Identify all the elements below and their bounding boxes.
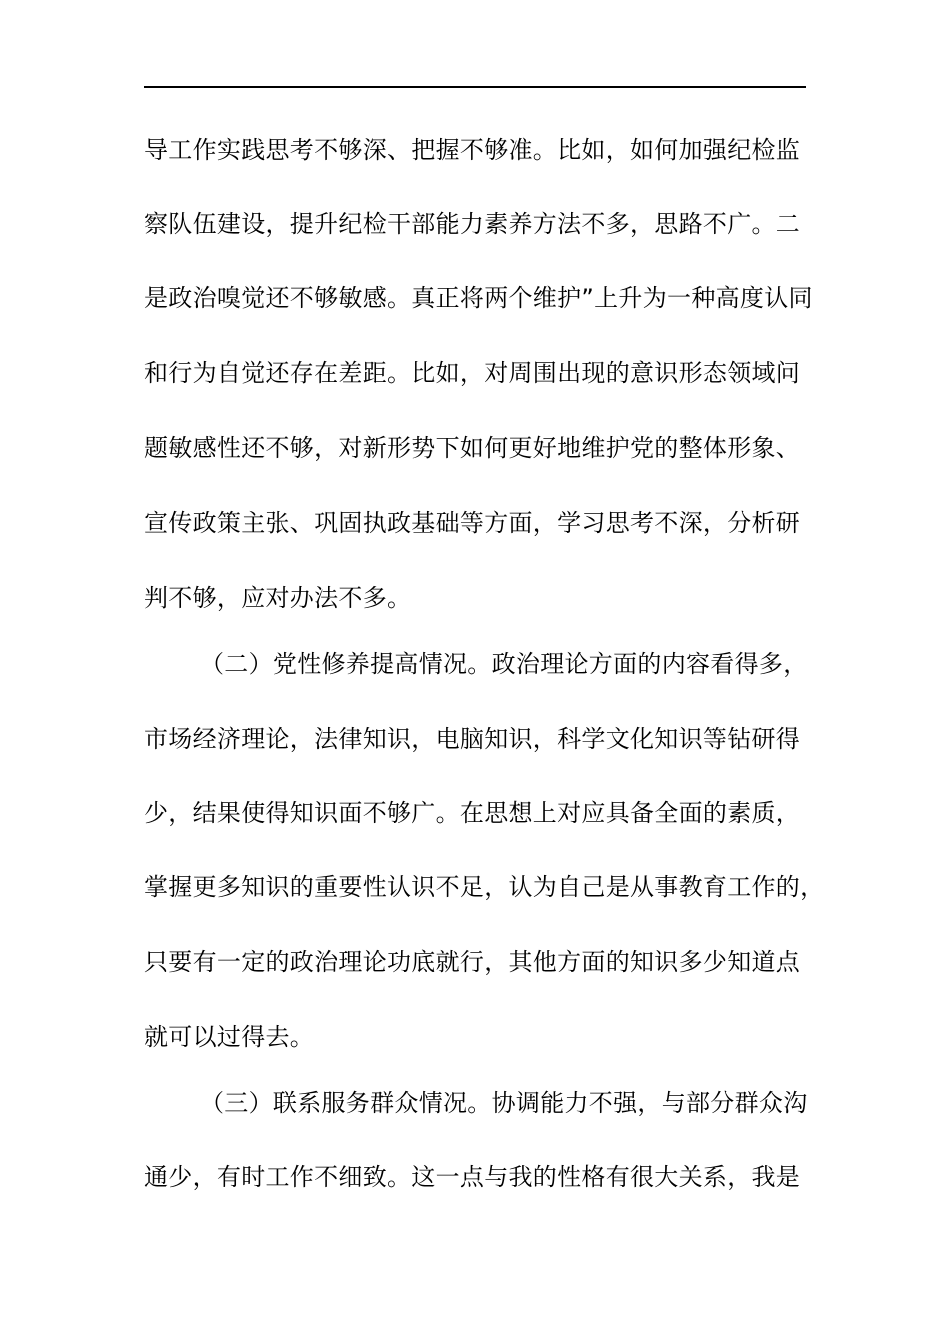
section-heading-line: （三）联系服务群众情况。协调能力不强，与部分群众沟 [200, 1089, 808, 1117]
text-line: 通少，有时工作不细致。这一点与我的性格有很大关系，我是 [144, 1163, 801, 1191]
text-line: 判不够，应对办法不多。 [144, 584, 412, 612]
section-heading-line: （二）党性修养提高情况。政治理论方面的内容看得多， [200, 650, 808, 678]
text-line: 市场经济理论，法律知识，电脑知识，科学文化知识等钻研得 [144, 725, 801, 753]
text-line: 只要有一定的政治理论功底就行，其他方面的知识多少知道点 [144, 948, 801, 976]
text-line: 察队伍建设，提升纪检干部能力素养方法不多，思路不广。二 [144, 210, 801, 238]
text-line: 少，结果使得知识面不够广。在思想上对应具备全面的素质， [144, 799, 801, 827]
text-line: 就可以过得去。 [144, 1023, 315, 1051]
text-line: 导工作实践思考不够深、把握不够准。比如，如何加强纪检监 [144, 136, 801, 164]
header-rule [144, 86, 806, 88]
text-line: 题敏感性还不够，对新形势下如何更好地维护党的整体形象、 [144, 434, 801, 462]
text-line: 和行为自觉还存在差距。比如，对周围出现的意识形态领域问 [144, 359, 801, 387]
text-line: 掌握更多知识的重要性认识不足，认为自己是从事教育工作的， [144, 873, 825, 901]
text-line: 是政治嗅觉还不够敏感。真正将两个维护”上升为一种高度认同 [144, 284, 813, 312]
text-line: 宣传政策主张、巩固执政基础等方面，学习思考不深，分析研 [144, 509, 801, 537]
